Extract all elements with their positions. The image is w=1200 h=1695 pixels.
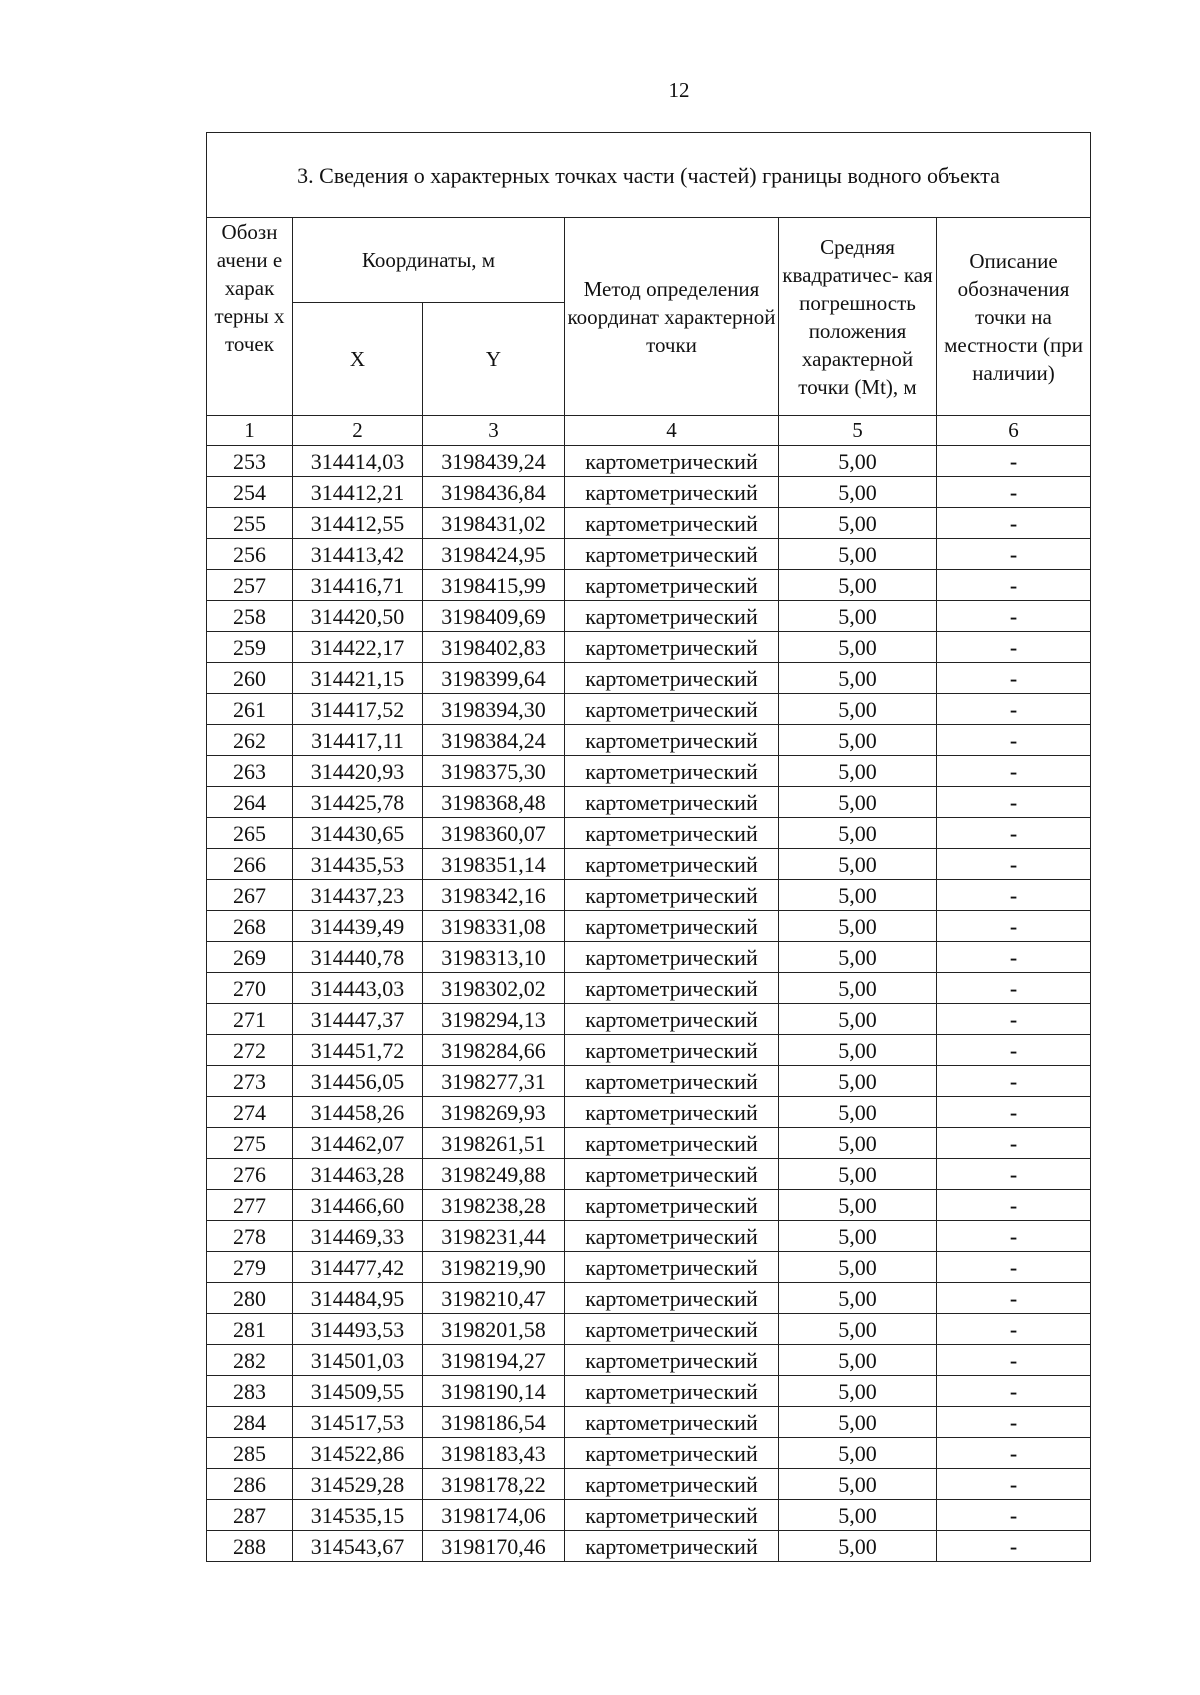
header-point-designation: Обозн ачени е харак терны х точек <box>207 218 293 416</box>
method-cell: картометрический <box>565 1531 779 1562</box>
x-coordinate-cell: 314437,23 <box>293 880 423 911</box>
description-cell: - <box>937 1252 1091 1283</box>
error-cell: 5,00 <box>779 1283 937 1314</box>
y-coordinate-cell: 3198170,46 <box>423 1531 565 1562</box>
description-cell: - <box>937 694 1091 725</box>
table-row <box>207 1221 1091 1252</box>
description-cell: - <box>937 849 1091 880</box>
point-number-cell: 261 <box>207 694 293 725</box>
point-number-cell: 264 <box>207 787 293 818</box>
method-cell: картометрический <box>565 1345 779 1376</box>
y-coordinate-cell: 3198219,90 <box>423 1252 565 1283</box>
error-cell: 5,00 <box>779 663 937 694</box>
point-number-cell: 278 <box>207 1221 293 1252</box>
x-coordinate-cell: 314414,03 <box>293 446 423 477</box>
table-row <box>207 1376 1091 1407</box>
point-number-cell: 257 <box>207 570 293 601</box>
description-cell: - <box>937 1190 1091 1221</box>
header-description: Описание обозначения точки на местности (при наличии) <box>937 218 1091 416</box>
point-number-cell: 260 <box>207 663 293 694</box>
header-error: Средняя квадратичес- кая погрешность положения характерной точки (Mt), м <box>779 218 937 416</box>
y-coordinate-cell: 3198368,48 <box>423 787 565 818</box>
description-cell: - <box>937 1438 1091 1469</box>
error-cell: 5,00 <box>779 880 937 911</box>
point-number-cell: 272 <box>207 1035 293 1066</box>
error-cell: 5,00 <box>779 973 937 1004</box>
x-coordinate-cell: 314477,42 <box>293 1252 423 1283</box>
header-y: Y <box>423 303 565 416</box>
x-coordinate-cell: 314509,55 <box>293 1376 423 1407</box>
description-cell: - <box>937 508 1091 539</box>
x-coordinate-cell: 314439,49 <box>293 911 423 942</box>
description-cell: - <box>937 818 1091 849</box>
error-cell: 5,00 <box>779 508 937 539</box>
y-coordinate-cell: 3198183,43 <box>423 1438 565 1469</box>
description-cell: - <box>937 601 1091 632</box>
table-row <box>207 694 1091 725</box>
table-row <box>207 539 1091 570</box>
method-cell: картометрический <box>565 1283 779 1314</box>
method-cell: картометрический <box>565 1407 779 1438</box>
error-cell: 5,00 <box>779 1190 937 1221</box>
description-cell: - <box>937 787 1091 818</box>
y-coordinate-cell: 3198424,95 <box>423 539 565 570</box>
description-cell: - <box>937 446 1091 477</box>
x-coordinate-cell: 314493,53 <box>293 1314 423 1345</box>
method-cell: картометрический <box>565 818 779 849</box>
description-cell: - <box>937 1500 1091 1531</box>
table-row <box>207 973 1091 1004</box>
x-coordinate-cell: 314458,26 <box>293 1097 423 1128</box>
y-coordinate-cell: 3198284,66 <box>423 1035 565 1066</box>
point-number-cell: 287 <box>207 1500 293 1531</box>
y-coordinate-cell: 3198186,54 <box>423 1407 565 1438</box>
description-cell: - <box>937 1097 1091 1128</box>
method-cell: картометрический <box>565 1469 779 1500</box>
y-coordinate-cell: 3198174,06 <box>423 1500 565 1531</box>
column-number: 5 <box>779 416 937 446</box>
description-cell: - <box>937 570 1091 601</box>
point-number-cell: 262 <box>207 725 293 756</box>
error-cell: 5,00 <box>779 1159 937 1190</box>
table-body <box>207 446 1091 1562</box>
error-cell: 5,00 <box>779 632 937 663</box>
point-number-cell: 270 <box>207 973 293 1004</box>
description-cell: - <box>937 1004 1091 1035</box>
y-coordinate-cell: 3198394,30 <box>423 694 565 725</box>
x-coordinate-cell: 314413,42 <box>293 539 423 570</box>
description-cell: - <box>937 1283 1091 1314</box>
x-coordinate-cell: 314462,07 <box>293 1128 423 1159</box>
column-number: 2 <box>293 416 423 446</box>
description-cell: - <box>937 1128 1091 1159</box>
point-number-cell: 277 <box>207 1190 293 1221</box>
table-row <box>207 787 1091 818</box>
boundary-points-table-wrapper <box>206 132 1090 1562</box>
method-cell: картометрический <box>565 1159 779 1190</box>
method-cell: картометрический <box>565 911 779 942</box>
method-cell: картометрический <box>565 725 779 756</box>
method-cell: картометрический <box>565 880 779 911</box>
table-row <box>207 632 1091 663</box>
error-cell: 5,00 <box>779 1438 937 1469</box>
point-number-cell: 266 <box>207 849 293 880</box>
y-coordinate-cell: 3198201,58 <box>423 1314 565 1345</box>
table-row <box>207 942 1091 973</box>
error-cell: 5,00 <box>779 539 937 570</box>
point-number-cell: 254 <box>207 477 293 508</box>
point-number-cell: 273 <box>207 1066 293 1097</box>
description-cell: - <box>937 1531 1091 1562</box>
point-number-cell: 258 <box>207 601 293 632</box>
method-cell: картометрический <box>565 1314 779 1345</box>
column-number-row <box>207 416 1091 446</box>
x-coordinate-cell: 314412,55 <box>293 508 423 539</box>
column-number: 1 <box>207 416 293 446</box>
error-cell: 5,00 <box>779 1221 937 1252</box>
description-cell: - <box>937 1159 1091 1190</box>
x-coordinate-cell: 314416,71 <box>293 570 423 601</box>
y-coordinate-cell: 3198331,08 <box>423 911 565 942</box>
x-coordinate-cell: 314535,15 <box>293 1500 423 1531</box>
x-coordinate-cell: 314417,11 <box>293 725 423 756</box>
method-cell: картометрический <box>565 539 779 570</box>
point-number-cell: 281 <box>207 1314 293 1345</box>
x-coordinate-cell: 314417,52 <box>293 694 423 725</box>
method-cell: картометрический <box>565 1128 779 1159</box>
y-coordinate-cell: 3198409,69 <box>423 601 565 632</box>
error-cell: 5,00 <box>779 1469 937 1500</box>
point-number-cell: 280 <box>207 1283 293 1314</box>
x-coordinate-cell: 314543,67 <box>293 1531 423 1562</box>
description-cell: - <box>937 880 1091 911</box>
point-number-cell: 269 <box>207 942 293 973</box>
method-cell: картометрический <box>565 1035 779 1066</box>
error-cell: 5,00 <box>779 942 937 973</box>
table-row <box>207 1004 1091 1035</box>
method-cell: картометрический <box>565 1252 779 1283</box>
error-cell: 5,00 <box>779 1004 937 1035</box>
method-cell: картометрический <box>565 1004 779 1035</box>
table-row <box>207 911 1091 942</box>
method-cell: картометрический <box>565 601 779 632</box>
table-row <box>207 1407 1091 1438</box>
table-row <box>207 1097 1091 1128</box>
method-cell: картометрический <box>565 663 779 694</box>
y-coordinate-cell: 3198342,16 <box>423 880 565 911</box>
table-row <box>207 1438 1091 1469</box>
description-cell: - <box>937 1035 1091 1066</box>
y-coordinate-cell: 3198360,07 <box>423 818 565 849</box>
error-cell: 5,00 <box>779 1128 937 1159</box>
x-coordinate-cell: 314517,53 <box>293 1407 423 1438</box>
description-cell: - <box>937 1345 1091 1376</box>
table-row <box>207 1252 1091 1283</box>
table-row <box>207 1283 1091 1314</box>
y-coordinate-cell: 3198439,24 <box>423 446 565 477</box>
method-cell: картометрический <box>565 694 779 725</box>
y-coordinate-cell: 3198436,84 <box>423 477 565 508</box>
y-coordinate-cell: 3198375,30 <box>423 756 565 787</box>
table-row <box>207 508 1091 539</box>
x-coordinate-cell: 314463,28 <box>293 1159 423 1190</box>
method-cell: картометрический <box>565 787 779 818</box>
method-cell: картометрический <box>565 1097 779 1128</box>
x-coordinate-cell: 314466,60 <box>293 1190 423 1221</box>
table-row <box>207 756 1091 787</box>
table-row <box>207 1190 1091 1221</box>
error-cell: 5,00 <box>779 1531 937 1562</box>
y-coordinate-cell: 3198399,64 <box>423 663 565 694</box>
table-row <box>207 725 1091 756</box>
x-coordinate-cell: 314430,65 <box>293 818 423 849</box>
x-coordinate-cell: 314456,05 <box>293 1066 423 1097</box>
boundary-points-table <box>206 132 1091 1562</box>
error-cell: 5,00 <box>779 1500 937 1531</box>
point-number-cell: 282 <box>207 1345 293 1376</box>
table-row <box>207 477 1091 508</box>
point-number-cell: 263 <box>207 756 293 787</box>
table-row <box>207 601 1091 632</box>
y-coordinate-cell: 3198415,99 <box>423 570 565 601</box>
error-cell: 5,00 <box>779 1407 937 1438</box>
point-number-cell: 288 <box>207 1531 293 1562</box>
y-coordinate-cell: 3198384,24 <box>423 725 565 756</box>
table-row <box>207 1066 1091 1097</box>
description-cell: - <box>937 477 1091 508</box>
x-coordinate-cell: 314412,21 <box>293 477 423 508</box>
y-coordinate-cell: 3198249,88 <box>423 1159 565 1190</box>
error-cell: 5,00 <box>779 1345 937 1376</box>
error-cell: 5,00 <box>779 725 937 756</box>
x-coordinate-cell: 314420,93 <box>293 756 423 787</box>
method-cell: картометрический <box>565 632 779 663</box>
description-cell: - <box>937 632 1091 663</box>
x-coordinate-cell: 314443,03 <box>293 973 423 1004</box>
point-number-cell: 265 <box>207 818 293 849</box>
y-coordinate-cell: 3198294,13 <box>423 1004 565 1035</box>
y-coordinate-cell: 3198351,14 <box>423 849 565 880</box>
y-coordinate-cell: 3198313,10 <box>423 942 565 973</box>
point-number-cell: 267 <box>207 880 293 911</box>
description-cell: - <box>937 911 1091 942</box>
description-cell: - <box>937 756 1091 787</box>
table-row <box>207 1035 1091 1066</box>
column-number: 4 <box>565 416 779 446</box>
table-row <box>207 1345 1091 1376</box>
description-cell: - <box>937 1407 1091 1438</box>
table-row <box>207 818 1091 849</box>
point-number-cell: 276 <box>207 1159 293 1190</box>
table-row <box>207 849 1091 880</box>
table-row <box>207 1159 1091 1190</box>
column-number: 6 <box>937 416 1091 446</box>
point-number-cell: 253 <box>207 446 293 477</box>
table-row <box>207 570 1091 601</box>
method-cell: картометрический <box>565 1376 779 1407</box>
description-cell: - <box>937 942 1091 973</box>
header-method: Метод определения координат характерной точки <box>565 218 779 416</box>
point-number-cell: 259 <box>207 632 293 663</box>
error-cell: 5,00 <box>779 477 937 508</box>
error-cell: 5,00 <box>779 1252 937 1283</box>
point-number-cell: 256 <box>207 539 293 570</box>
point-number-cell: 284 <box>207 1407 293 1438</box>
error-cell: 5,00 <box>779 694 937 725</box>
error-cell: 5,00 <box>779 756 937 787</box>
error-cell: 5,00 <box>779 818 937 849</box>
method-cell: картометрический <box>565 1190 779 1221</box>
error-cell: 5,00 <box>779 787 937 818</box>
method-cell: картометрический <box>565 1500 779 1531</box>
y-coordinate-cell: 3198238,28 <box>423 1190 565 1221</box>
y-coordinate-cell: 3198277,31 <box>423 1066 565 1097</box>
table-row <box>207 1314 1091 1345</box>
x-coordinate-cell: 314440,78 <box>293 942 423 973</box>
table-row <box>207 446 1091 477</box>
error-cell: 5,00 <box>779 849 937 880</box>
description-cell: - <box>937 663 1091 694</box>
x-coordinate-cell: 314484,95 <box>293 1283 423 1314</box>
point-number-cell: 268 <box>207 911 293 942</box>
y-coordinate-cell: 3198302,02 <box>423 973 565 1004</box>
y-coordinate-cell: 3198231,44 <box>423 1221 565 1252</box>
x-coordinate-cell: 314425,78 <box>293 787 423 818</box>
method-cell: картометрический <box>565 973 779 1004</box>
error-cell: 5,00 <box>779 911 937 942</box>
table-row <box>207 1531 1091 1562</box>
header-x: X <box>293 303 423 416</box>
x-coordinate-cell: 314435,53 <box>293 849 423 880</box>
y-coordinate-cell: 3198261,51 <box>423 1128 565 1159</box>
description-cell: - <box>937 1066 1091 1097</box>
method-cell: картометрический <box>565 1221 779 1252</box>
point-number-cell: 275 <box>207 1128 293 1159</box>
method-cell: картометрический <box>565 1066 779 1097</box>
column-number: 3 <box>423 416 565 446</box>
x-coordinate-cell: 314420,50 <box>293 601 423 632</box>
description-cell: - <box>937 973 1091 1004</box>
method-cell: картометрический <box>565 849 779 880</box>
method-cell: картометрический <box>565 446 779 477</box>
description-cell: - <box>937 725 1091 756</box>
error-cell: 5,00 <box>779 601 937 632</box>
y-coordinate-cell: 3198190,14 <box>423 1376 565 1407</box>
table-row <box>207 1469 1091 1500</box>
point-number-cell: 286 <box>207 1469 293 1500</box>
page-number: 12 <box>668 78 690 102</box>
description-cell: - <box>937 1376 1091 1407</box>
y-coordinate-cell: 3198178,22 <box>423 1469 565 1500</box>
x-coordinate-cell: 314469,33 <box>293 1221 423 1252</box>
x-coordinate-cell: 314421,15 <box>293 663 423 694</box>
header-coordinates: Координаты, м <box>293 218 565 303</box>
point-number-cell: 285 <box>207 1438 293 1469</box>
point-number-cell: 283 <box>207 1376 293 1407</box>
table-row <box>207 663 1091 694</box>
description-cell: - <box>937 1314 1091 1345</box>
table-row <box>207 1128 1091 1159</box>
table-row <box>207 1500 1091 1531</box>
point-number-cell: 271 <box>207 1004 293 1035</box>
description-cell: - <box>937 1469 1091 1500</box>
method-cell: картометрический <box>565 570 779 601</box>
error-cell: 5,00 <box>779 1314 937 1345</box>
description-cell: - <box>937 539 1091 570</box>
method-cell: картометрический <box>565 508 779 539</box>
method-cell: картометрический <box>565 942 779 973</box>
section-title: 3. Сведения о характерных точках части (частей) границы водного объекта <box>207 133 1091 218</box>
x-coordinate-cell: 314422,17 <box>293 632 423 663</box>
y-coordinate-cell: 3198210,47 <box>423 1283 565 1314</box>
y-coordinate-cell: 3198269,93 <box>423 1097 565 1128</box>
error-cell: 5,00 <box>779 1035 937 1066</box>
x-coordinate-cell: 314529,28 <box>293 1469 423 1500</box>
point-number-cell: 274 <box>207 1097 293 1128</box>
y-coordinate-cell: 3198194,27 <box>423 1345 565 1376</box>
error-cell: 5,00 <box>779 570 937 601</box>
method-cell: картометрический <box>565 1438 779 1469</box>
point-number-cell: 279 <box>207 1252 293 1283</box>
table-row <box>207 880 1091 911</box>
y-coordinate-cell: 3198431,02 <box>423 508 565 539</box>
error-cell: 5,00 <box>779 1376 937 1407</box>
error-cell: 5,00 <box>779 1066 937 1097</box>
method-cell: картометрический <box>565 477 779 508</box>
x-coordinate-cell: 314501,03 <box>293 1345 423 1376</box>
error-cell: 5,00 <box>779 1097 937 1128</box>
point-number-cell: 255 <box>207 508 293 539</box>
x-coordinate-cell: 314451,72 <box>293 1035 423 1066</box>
x-coordinate-cell: 314522,86 <box>293 1438 423 1469</box>
method-cell: картометрический <box>565 756 779 787</box>
error-cell: 5,00 <box>779 446 937 477</box>
x-coordinate-cell: 314447,37 <box>293 1004 423 1035</box>
description-cell: - <box>937 1221 1091 1252</box>
y-coordinate-cell: 3198402,83 <box>423 632 565 663</box>
